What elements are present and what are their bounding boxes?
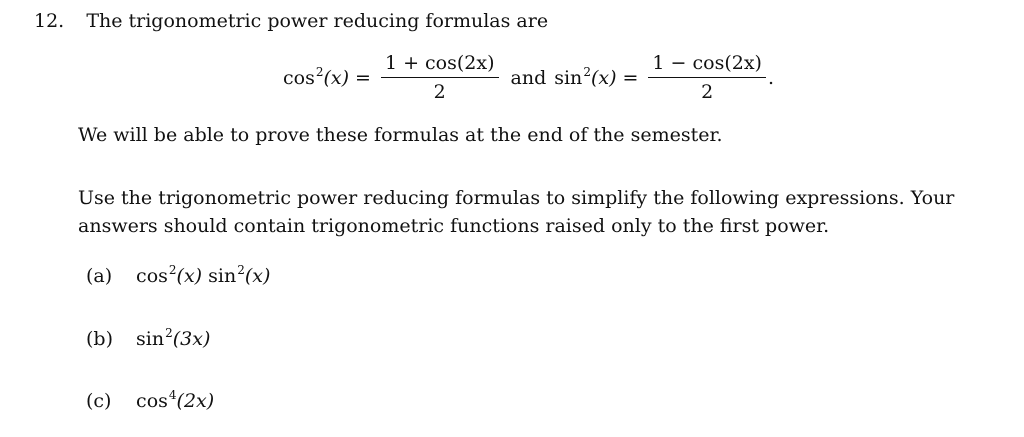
cos-fraction [381,52,499,103]
part-a-expression: $\cos^2(x)$ $\sin^2(x)$ [136,263,271,287]
cos-lhs: $\cos^2(x)$ [283,64,350,89]
part-a-label: (a) [86,265,113,287]
part-b-label: (b) [86,328,113,350]
part-c [86,390,214,412]
cos-numerator: 1 + cos(2x) [381,52,499,78]
problem-number: 12. [34,10,65,32]
instructions [78,184,954,240]
sin-numerator: 1 − cos(2x) [648,52,766,78]
part-c-expression: $\cos^4(2x)$ [136,388,215,412]
problem-header [34,10,548,32]
part-b-expression: $\sin^2(3x)$ [136,326,211,350]
sin-denominator: 2 [701,81,714,103]
power-reducing-formulas [283,52,774,103]
cos-denominator: 2 [433,81,446,103]
equals-sign-2: = [622,66,639,89]
sin-lhs: $\sin^2(x)$ [554,64,617,89]
part-c-label: (c) [86,390,112,412]
sin-fraction [648,52,766,103]
instruction-line-1: Use the trigonometric power reducing formulas to simplify the following expressions. Your [78,187,955,209]
part-a [86,265,270,287]
part-b [86,328,210,350]
equals-sign: = [355,66,371,89]
formula-period: . [767,67,775,89]
problem-intro: The trigonometric power reducing formulas are [86,10,549,32]
instruction-line-2: answers should contain trigonometric functions raised only to the first power. [78,215,830,237]
formula-connector: and [510,66,547,89]
proof-note: We will be able to prove these formulas at the end of the semester. [78,124,723,146]
